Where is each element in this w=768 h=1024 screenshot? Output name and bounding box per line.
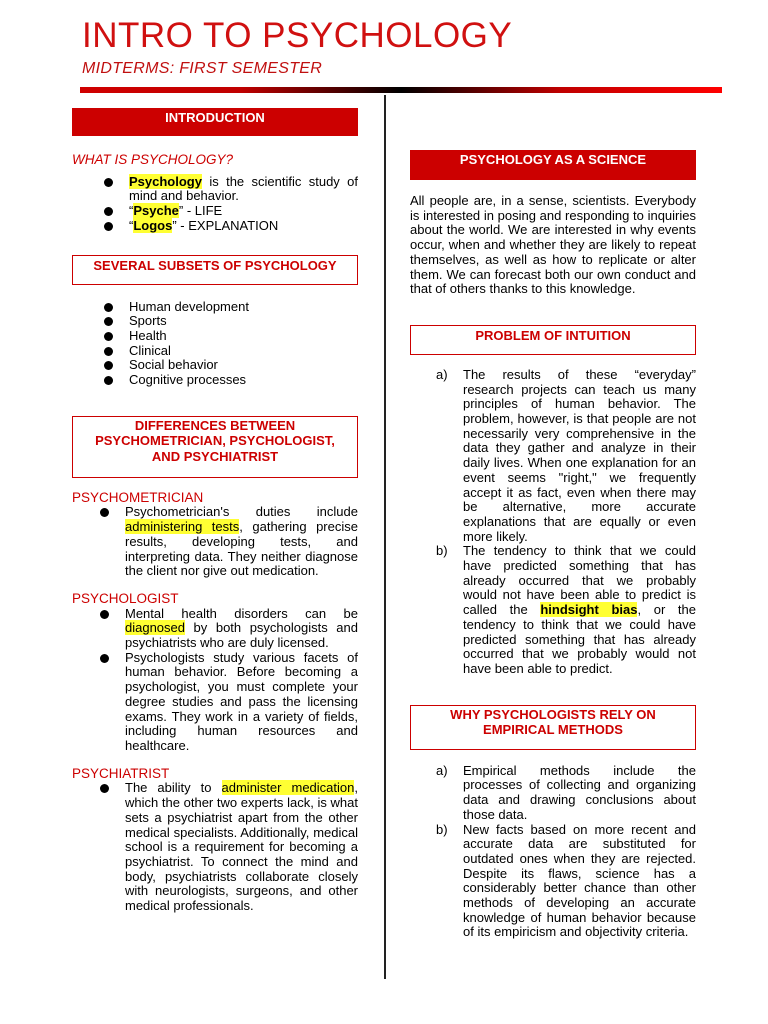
left-column	[72, 108, 358, 914]
list-item: b) The tendency to think that we could have predicted something that has already occurred that we probably would not have been able to predict is called the hindsight bias, or the tendency to think that we could have predicted something that has already occurred that we probably would not have been able to predict.	[436, 543, 696, 676]
list-marker: b)	[436, 821, 448, 837]
psychometrician-subheading: PSYCHOMETRICIAN	[72, 489, 204, 505]
list-item: Sports	[72, 314, 358, 329]
intuition-heading: PROBLEM OF INTUITION	[410, 325, 696, 355]
list-item: Human development	[72, 300, 358, 315]
list-item: Psychologists study various facets of human behavior. Before becoming a psychologist, you must complete your degree studies and pass the licensing exams. They work in a variety of fields, including human resources and healthcare.	[72, 651, 358, 754]
introduction-list	[72, 175, 358, 234]
psychometrician-list	[72, 505, 358, 579]
right-column	[410, 150, 696, 940]
list-item: b) New facts based on more recent and accurate data are substituted for outdated ones when they are rejected. Despite its flaws, science has a considerably better chance than other methods of developing an accurate knowledge of human behavior because of its empiricism and objectivity criteria.	[436, 821, 696, 940]
list-item: Social behavior	[72, 358, 358, 373]
psychologist-list	[72, 607, 358, 754]
list-marker: a)	[436, 366, 448, 382]
differences-heading: DIFFERENCES BETWEEN PSYCHOMETRICIAN, PSYCHOLOGIST, AND PSYCHIATRIST	[72, 416, 358, 478]
introduction-heading: INTRODUCTION	[72, 108, 358, 136]
highlight-psyche: Psyche	[133, 203, 179, 219]
list-item: Cognitive processes	[72, 373, 358, 388]
list-item: a) Empirical methods include the processes of collecting and organizing data and drawing conclusions about those data.	[436, 762, 696, 822]
highlight-psychology: Psychology	[129, 173, 202, 189]
empirical-heading: WHY PSYCHOLOGISTS RELY ON EMPIRICAL METHODS	[410, 705, 696, 750]
list-marker: b)	[436, 543, 448, 559]
list-item: Psychology is the scientific study of mind and behavior.	[72, 175, 358, 204]
list-item: Clinical	[72, 344, 358, 359]
column-divider	[384, 95, 386, 979]
intuition-list	[410, 368, 696, 677]
highlight-administer-medication: administer medication	[221, 780, 355, 796]
highlight-administering-tests: administering tests	[125, 519, 240, 535]
empirical-list	[410, 764, 696, 940]
highlight-logos: Logos	[133, 217, 173, 233]
science-paragraph: All people are, in a sense, scientists. Everybody is interested in posing and responding to inquiries about the world. We are interested in why events occur, when and whether they are likely to repeat themselves, as well as how to replicate or alter them. We can forecast both our own conduct and that of others thanks to this knowledge.	[410, 193, 696, 297]
header-rule	[80, 87, 722, 93]
page-title: INTRO TO PSYCHOLOGY	[82, 16, 513, 55]
science-heading: PSYCHOLOGY AS A SCIENCE	[410, 150, 696, 180]
psychiatrist-subheading: PSYCHIATRIST	[72, 765, 170, 781]
list-item: Mental health disorders can be diagnosed by both psychologists and psychiatrists who are duly licensed.	[72, 607, 358, 651]
psychiatrist-list	[72, 781, 358, 913]
highlight-hindsight-bias: hindsight bias	[540, 602, 638, 618]
list-item: The ability to administer medication, which the other two experts lack, is what sets a psychiatrist apart from the other medical specialists. Additionally, medical school is a requirement for becoming a psychiatrist. To connect the mind and body, psychiatrists collaborate closely with neurologists, surgeons, and other medical professionals.	[72, 781, 358, 913]
psychologist-subheading: PSYCHOLOGIST	[72, 590, 179, 606]
list-marker: a)	[436, 762, 448, 778]
subsets-heading: SEVERAL SUBSETS OF PSYCHOLOGY	[72, 255, 358, 285]
list-item: a) The results of these “everyday” research projects can teach us many principles of human behavior. The problem, however, is that people are not necessarily very comprehensive in the data they gather and analyze in their daily lives. When one explanation for an event seems "right," we frequently accept it as fact, even when there may be alternative, more accurate explanations that are equally or even more likely.	[436, 366, 696, 544]
list-item: Health	[72, 329, 358, 344]
list-item: “Logos” - EXPLANATION	[72, 219, 358, 234]
list-item: “Psyche” - LIFE	[72, 204, 358, 219]
highlight-diagnosed: diagnosed	[125, 620, 185, 636]
what-is-psychology-subheading: WHAT IS PSYCHOLOGY?	[72, 152, 234, 167]
list-item: Psychometrician's duties include administering tests, gathering precise results, developing tests, and interpreting data. They neither diagnose the client nor give out medication.	[72, 505, 358, 579]
subsets-list	[72, 300, 358, 388]
page-subtitle: MIDTERMS: FIRST SEMESTER	[82, 60, 323, 77]
